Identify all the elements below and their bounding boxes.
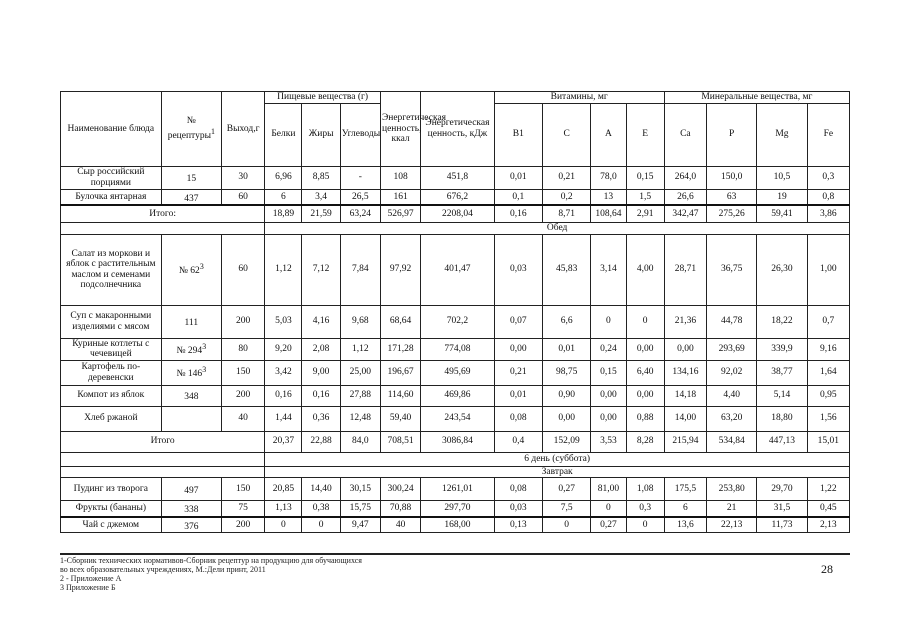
dish-recipe-number [161, 338, 221, 360]
total-vit-b1: 0,4 [494, 431, 542, 452]
dish-energy-kcal: 196,67 [380, 360, 420, 385]
dish-yield: 75 [222, 501, 265, 517]
dish-min-fe: 0,7 [807, 305, 849, 338]
total-row [61, 205, 850, 223]
recipe-footnote-mark: 3 [199, 262, 204, 272]
dish-row [61, 338, 850, 360]
dish-recipe-number [161, 189, 221, 205]
total-vit-c: 152,09 [542, 431, 590, 452]
dish-vit-c: 98,75 [542, 360, 590, 385]
dish-min-fe: 0,8 [807, 189, 849, 205]
dish-vit-e: 1,5 [626, 189, 664, 205]
dish-min-ca: 175,5 [664, 478, 706, 501]
dish-min-mg: 18,22 [757, 305, 807, 338]
dish-name: Булочка янтарная [61, 189, 162, 205]
dish-protein: 0 [265, 517, 302, 533]
section-row [61, 223, 850, 235]
total-fat: 21,59 [302, 205, 340, 223]
dish-fat: 0,16 [302, 385, 340, 406]
dish-min-ca: 14,18 [664, 385, 706, 406]
dish-yield: 150 [222, 360, 265, 385]
dish-min-fe: 2,13 [807, 517, 849, 533]
dish-min-ca: 28,71 [664, 234, 706, 305]
dish-fat: 0,36 [302, 406, 340, 431]
dish-recipe-number [161, 517, 221, 533]
dish-name: Фрукты (бананы) [61, 501, 162, 517]
footnote-divider [60, 553, 850, 555]
dish-vit-c: 0,90 [542, 385, 590, 406]
dish-min-ca: 6 [664, 501, 706, 517]
dish-recipe-number [161, 305, 221, 338]
header-protein: Белки [265, 103, 302, 166]
dish-min-mg: 26,30 [757, 234, 807, 305]
dish-min-ca: 14,00 [664, 406, 706, 431]
total-energy-kcal: 526,97 [380, 205, 420, 223]
dish-energy-kcal: 108 [380, 166, 420, 189]
header-b1: B1 [494, 103, 542, 166]
dish-protein: 1,12 [265, 234, 302, 305]
total-protein: 20,37 [265, 431, 302, 452]
dish-vit-c: 6,6 [542, 305, 590, 338]
total-fat: 22,88 [302, 431, 340, 452]
dish-vit-b1: 0,03 [494, 234, 542, 305]
dish-carbs: 15,75 [340, 501, 380, 517]
dish-energy-kj: 495,69 [421, 360, 494, 385]
total-vit-a: 108,64 [591, 205, 626, 223]
header-recipe: № рецептуры$^1$ [161, 92, 221, 167]
dish-carbs: 30,15 [340, 478, 380, 501]
section-title: 6 день (суббота) [265, 452, 850, 466]
dish-vit-b1: 0,08 [494, 478, 542, 501]
dish-energy-kj: 469,86 [421, 385, 494, 406]
dish-min-p: 44,78 [707, 305, 757, 338]
dish-yield: 150 [222, 478, 265, 501]
section-title: Обед [265, 223, 850, 235]
dish-min-fe: 0,45 [807, 501, 849, 517]
total-label: Итого: [61, 205, 265, 223]
dish-yield: 80 [222, 338, 265, 360]
dish-min-p: 21 [707, 501, 757, 517]
dish-vit-e: 0,00 [626, 385, 664, 406]
dish-min-ca: 26,6 [664, 189, 706, 205]
dish-fat: 3,4 [302, 189, 340, 205]
dish-min-mg: 29,70 [757, 478, 807, 501]
dish-fat: 8,85 [302, 166, 340, 189]
total-carbs: 84,0 [340, 431, 380, 452]
dish-vit-e: 0,15 [626, 166, 664, 189]
dish-yield: 60 [222, 189, 265, 205]
total-energy-kj: 3086,84 [421, 431, 494, 452]
total-vit-e: 8,28 [626, 431, 664, 452]
dish-min-ca: 0,00 [664, 338, 706, 360]
dish-protein: 0,16 [265, 385, 302, 406]
dish-min-fe: 0,3 [807, 166, 849, 189]
dish-carbs: 26,5 [340, 189, 380, 205]
footnote-3: 3 Приложение Б [60, 583, 116, 592]
dish-min-p: 63,20 [707, 406, 757, 431]
dish-min-fe: 0,95 [807, 385, 849, 406]
dish-vit-e: 0,00 [626, 338, 664, 360]
dish-yield: 40 [222, 406, 265, 431]
dish-recipe-number [161, 385, 221, 406]
total-label: Итого [61, 431, 265, 452]
dish-energy-kcal: 70,88 [380, 501, 420, 517]
dish-min-p: 4,40 [707, 385, 757, 406]
dish-vit-b1: 0,01 [494, 385, 542, 406]
dish-energy-kcal: 161 [380, 189, 420, 205]
dish-min-mg: 19 [757, 189, 807, 205]
dish-vit-e: 1,08 [626, 478, 664, 501]
section-blank [61, 466, 265, 478]
dish-vit-c: 0,00 [542, 406, 590, 431]
total-min-fe: 3,86 [807, 205, 849, 223]
header-yield: Выход,г [222, 92, 265, 167]
dish-carbs: 1,12 [340, 338, 380, 360]
total-vit-b1: 0,16 [494, 205, 542, 223]
dish-energy-kj: 1261,01 [421, 478, 494, 501]
dish-min-fe: 1,00 [807, 234, 849, 305]
footnote-2: 2 - Приложение А [60, 574, 122, 583]
total-min-p: 275,26 [707, 205, 757, 223]
dish-fat: 2,08 [302, 338, 340, 360]
recipe-number-text: № 146 [176, 369, 203, 380]
dish-min-p: 22,13 [707, 517, 757, 533]
dish-carbs: - [340, 166, 380, 189]
dish-min-p: 150,0 [707, 166, 757, 189]
dish-vit-a: 0,15 [591, 360, 626, 385]
dish-energy-kj: 774,08 [421, 338, 494, 360]
total-min-fe: 15,01 [807, 431, 849, 452]
total-protein: 18,89 [265, 205, 302, 223]
header-mg: Mg [757, 103, 807, 166]
dish-min-mg: 31,5 [757, 501, 807, 517]
dish-min-p: 36,75 [707, 234, 757, 305]
total-min-mg: 59,41 [757, 205, 807, 223]
dish-name: Компот из яблок [61, 385, 162, 406]
dish-recipe-number [161, 406, 221, 431]
dish-min-ca: 13,6 [664, 517, 706, 533]
dish-energy-kj: 401,47 [421, 234, 494, 305]
recipe-number-text: 437 [184, 193, 199, 204]
dish-row [61, 360, 850, 385]
dish-energy-kj: 451,8 [421, 166, 494, 189]
dish-vit-c: 45,83 [542, 234, 590, 305]
footnote-1: 1-Сборник технических нормативов-Сборник рецептур на продукцию для обучающихся [60, 556, 362, 565]
header-fat: Жиры [302, 103, 340, 166]
dish-vit-e: 6,40 [626, 360, 664, 385]
dish-vit-a: 0,00 [591, 385, 626, 406]
dish-fat: 14,40 [302, 478, 340, 501]
dish-name: Салат из моркови и яблок с растительным маслом и семенами подсолнечника [61, 234, 162, 305]
header-name: Наименование блюда [61, 92, 162, 167]
dish-vit-e: 0 [626, 305, 664, 338]
dish-min-ca: 21,36 [664, 305, 706, 338]
dish-recipe-number [161, 234, 221, 305]
dish-energy-kj: 676,2 [421, 189, 494, 205]
header-minerals: Минеральные вещества, мг [664, 92, 849, 104]
total-vit-a: 3,53 [591, 431, 626, 452]
dish-min-fe: 1,56 [807, 406, 849, 431]
dish-energy-kcal: 171,28 [380, 338, 420, 360]
header-nutrients: Пищевые вещества (г) [265, 92, 381, 104]
total-carbs: 63,24 [340, 205, 380, 223]
header-ca: Ca [664, 103, 706, 166]
dish-min-mg: 339,9 [757, 338, 807, 360]
recipe-number-text: 376 [184, 521, 199, 532]
dish-vit-c: 7,5 [542, 501, 590, 517]
section-row [61, 452, 850, 466]
dish-energy-kj: 243,54 [421, 406, 494, 431]
dish-carbs: 7,84 [340, 234, 380, 305]
dish-vit-e: 0,88 [626, 406, 664, 431]
dish-vit-b1: 0,07 [494, 305, 542, 338]
header-a: A [591, 103, 626, 166]
total-energy-kj: 2208,04 [421, 205, 494, 223]
dish-vit-a: 0,27 [591, 517, 626, 533]
dish-vit-b1: 0,01 [494, 166, 542, 189]
dish-protein: 1,44 [265, 406, 302, 431]
dish-min-p: 63 [707, 189, 757, 205]
dish-fat: 9,00 [302, 360, 340, 385]
recipe-number-text: № 294 [176, 345, 203, 356]
recipe-number-text: № 62 [178, 266, 200, 277]
total-energy-kcal: 708,51 [380, 431, 420, 452]
dish-name: Картофель по-деревенски [61, 360, 162, 385]
dish-vit-b1: 0,00 [494, 338, 542, 360]
dish-recipe-number [161, 501, 221, 517]
header-carbs: Углеводы [340, 103, 380, 166]
nutrition-table [60, 91, 850, 533]
dish-row [61, 406, 850, 431]
dish-energy-kcal: 40 [380, 517, 420, 533]
dish-min-p: 293,69 [707, 338, 757, 360]
dish-protein: 1,13 [265, 501, 302, 517]
recipe-number-text: 111 [184, 318, 199, 329]
dish-vit-a: 0,00 [591, 406, 626, 431]
dish-energy-kj: 168,00 [421, 517, 494, 533]
dish-row [61, 305, 850, 338]
recipe-footnote-mark: 3 [202, 341, 207, 351]
dish-name: Куриные котлеты с чечевицей [61, 338, 162, 360]
dish-min-p: 92,02 [707, 360, 757, 385]
dish-vit-c: 0,21 [542, 166, 590, 189]
recipe-number-text: 497 [184, 485, 199, 496]
dish-fat: 7,12 [302, 234, 340, 305]
dish-vit-c: 0,2 [542, 189, 590, 205]
dish-carbs: 25,00 [340, 360, 380, 385]
dish-energy-kcal: 97,92 [380, 234, 420, 305]
header-p: P [707, 103, 757, 166]
dish-vit-c: 0,01 [542, 338, 590, 360]
footnote-1-cont: во всех образовательных учреждениях, М.:Дели принт, 2011 [60, 565, 266, 574]
menu-table-sheet [60, 91, 850, 533]
dish-min-mg: 10,5 [757, 166, 807, 189]
total-vit-e: 2,91 [626, 205, 664, 223]
header-fe: Fe [807, 103, 849, 166]
total-min-mg: 447,13 [757, 431, 807, 452]
dish-yield: 30 [222, 166, 265, 189]
total-min-ca: 215,94 [664, 431, 706, 452]
dish-energy-kcal: 300,24 [380, 478, 420, 501]
total-row [61, 431, 850, 452]
dish-carbs: 9,47 [340, 517, 380, 533]
dish-energy-kcal: 59,40 [380, 406, 420, 431]
dish-yield: 200 [222, 385, 265, 406]
dish-protein: 9,20 [265, 338, 302, 360]
dish-recipe-number [161, 166, 221, 189]
dish-yield: 200 [222, 305, 265, 338]
dish-name: Пудинг из творога [61, 478, 162, 501]
dish-vit-a: 78,0 [591, 166, 626, 189]
dish-row [61, 234, 850, 305]
dish-carbs: 12,48 [340, 406, 380, 431]
header-vitamins: Витамины, мг [494, 92, 664, 104]
dish-row [61, 385, 850, 406]
footnotes [60, 553, 850, 592]
recipe-number-text: 348 [184, 392, 199, 403]
dish-carbs: 9,68 [340, 305, 380, 338]
dish-vit-a: 13 [591, 189, 626, 205]
total-min-ca: 342,47 [664, 205, 706, 223]
dish-energy-kj: 297,70 [421, 501, 494, 517]
dish-energy-kcal: 114,60 [380, 385, 420, 406]
dish-carbs: 27,88 [340, 385, 380, 406]
dish-min-ca: 264,0 [664, 166, 706, 189]
recipe-footnote-mark: 3 [202, 365, 207, 375]
section-row [61, 466, 850, 478]
dish-min-ca: 134,16 [664, 360, 706, 385]
dish-vit-a: 0,24 [591, 338, 626, 360]
page-number: 28 [821, 562, 833, 576]
dish-protein: 3,42 [265, 360, 302, 385]
dish-recipe-number [161, 360, 221, 385]
dish-vit-a: 3,14 [591, 234, 626, 305]
dish-min-mg: 38,77 [757, 360, 807, 385]
dish-name: Хлеб ржаной [61, 406, 162, 431]
dish-vit-b1: 0,03 [494, 501, 542, 517]
dish-row [61, 189, 850, 205]
dish-recipe-number [161, 478, 221, 501]
dish-fat: 0 [302, 517, 340, 533]
dish-vit-c: 0,27 [542, 478, 590, 501]
dish-min-fe: 1,22 [807, 478, 849, 501]
dish-min-mg: 5,14 [757, 385, 807, 406]
dish-fat: 4,16 [302, 305, 340, 338]
dish-vit-e: 0 [626, 517, 664, 533]
dish-vit-c: 0 [542, 517, 590, 533]
section-blank [61, 452, 265, 466]
dish-row [61, 166, 850, 189]
dish-vit-e: 0,3 [626, 501, 664, 517]
dish-row [61, 501, 850, 517]
total-vit-c: 8,71 [542, 205, 590, 223]
dish-protein: 6 [265, 189, 302, 205]
dish-vit-a: 0 [591, 305, 626, 338]
dish-yield: 60 [222, 234, 265, 305]
dish-min-mg: 11,73 [757, 517, 807, 533]
dish-yield: 200 [222, 517, 265, 533]
dish-vit-b1: 0,13 [494, 517, 542, 533]
dish-min-fe: 1,64 [807, 360, 849, 385]
total-min-p: 534,84 [707, 431, 757, 452]
dish-vit-a: 0 [591, 501, 626, 517]
dish-protein: 5,03 [265, 305, 302, 338]
dish-name: Суп с макаронными изделиями с мясом [61, 305, 162, 338]
dish-row [61, 517, 850, 533]
dish-vit-a: 81,00 [591, 478, 626, 501]
dish-protein: 20,85 [265, 478, 302, 501]
dish-name: Сыр российский порциями [61, 166, 162, 189]
dish-energy-kj: 702,2 [421, 305, 494, 338]
dish-energy-kcal: 68,64 [380, 305, 420, 338]
header-e: E [626, 103, 664, 166]
dish-vit-b1: 0,21 [494, 360, 542, 385]
header-energy-kcal: Энергетическая ценность, ккал [380, 92, 420, 167]
section-blank [61, 223, 265, 235]
dish-min-fe: 9,16 [807, 338, 849, 360]
dish-fat: 0,38 [302, 501, 340, 517]
recipe-number-text: 338 [184, 505, 199, 516]
dish-min-p: 253,80 [707, 478, 757, 501]
recipe-number-text: 15 [186, 174, 197, 185]
header-c: C [542, 103, 590, 166]
dish-name: Чай с джемом [61, 517, 162, 533]
dish-vit-b1: 0,1 [494, 189, 542, 205]
dish-vit-e: 4,00 [626, 234, 664, 305]
dish-min-mg: 18,80 [757, 406, 807, 431]
header-energy-kj: Энергетическая ценность, кДж [421, 92, 494, 167]
section-title: Завтрак [265, 466, 850, 478]
dish-vit-b1: 0,08 [494, 406, 542, 431]
dish-row [61, 478, 850, 501]
dish-protein: 6,96 [265, 166, 302, 189]
table-body [61, 92, 850, 533]
